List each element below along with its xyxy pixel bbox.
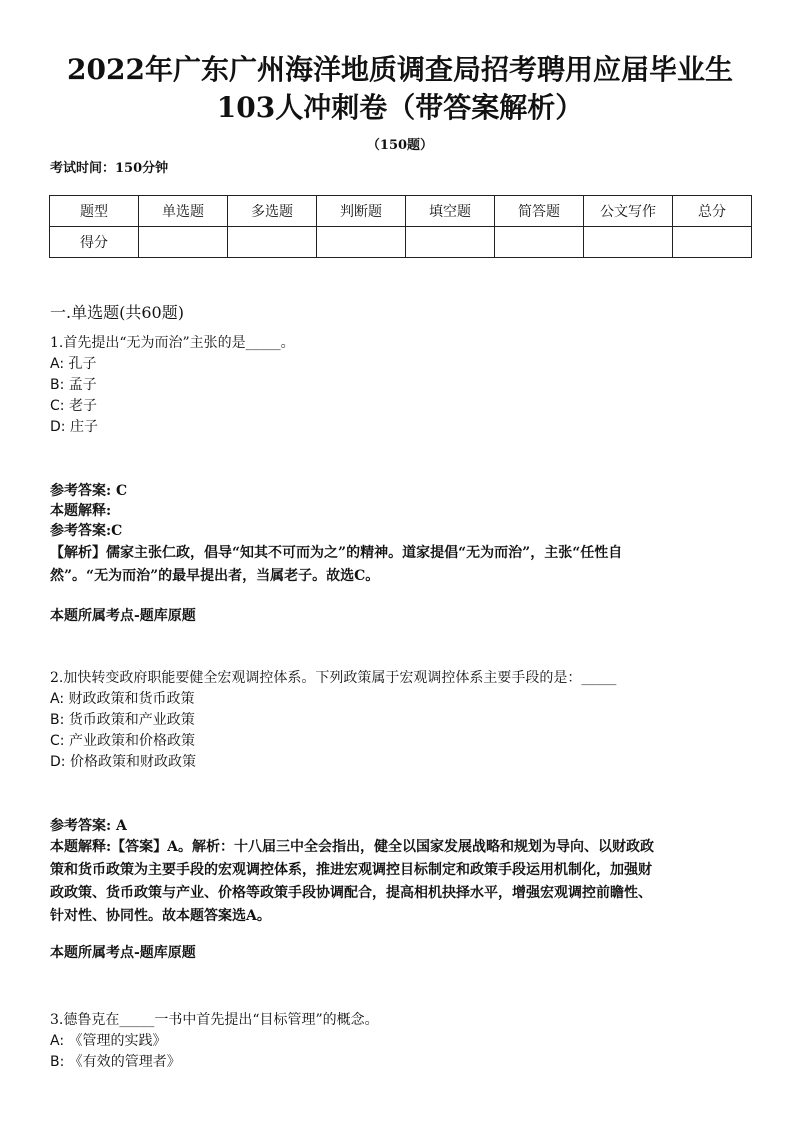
header-cell-single: 单选题 [139,196,228,227]
exam-title-line-1: 2022年广东广州海洋地质调查局招考聘用应届毕业生 [67,53,733,86]
score-cell [673,227,752,258]
exam-title-line-2: 103人冲刺卷（带答案解析） [216,91,584,124]
question-2-stem: 2.加快转变政府职能要健全宏观调控体系。下列政策属于宏观调控体系主要手段的是：_____ [50,670,617,686]
score-cell [139,227,228,258]
score-table-header-row [50,196,752,227]
header-cell-judge: 判断题 [317,196,406,227]
question-2-option-c: C: 产业政策和价格政策 [50,733,195,749]
question-1-stem: 1.首先提出“无为而治”主张的是_____。 [50,335,295,351]
question-3-option-b: B: 《有效的管理者》 [50,1054,181,1070]
question-1-analysis-line-1: 【解析】儒家主张仁政，倡导“知其不可而为之”的精神。道家提倡“无为而治”，主张“任性自 [50,545,623,561]
question-3-stem: 3.德鲁克在_____一书中首先提出“目标管理”的概念。 [50,1012,379,1028]
header-cell-type: 题型 [50,196,139,227]
section-title: 一.单选题(共60题) [50,303,184,322]
score-cell [317,227,406,258]
question-2-answer: 参考答案: A [50,818,127,834]
question-2-explain-line-2: 策和货币政策为主要手段的宏观调控体系，推进宏观调控目标制定和政策手段运用机制化，加强财 [50,862,652,878]
question-count: （150题） [366,138,434,153]
question-2-explain-line-4: 针对性、协同性。故本题答案选A。 [50,908,271,924]
question-2-source: 本题所属考点-题库原题 [50,945,196,961]
header-cell-total: 总分 [673,196,752,227]
question-2-option-d: D: 价格政策和财政政策 [50,754,196,770]
question-1-answer-repeat: 参考答案:C [50,523,123,539]
header-cell-multiple: 多选题 [228,196,317,227]
score-cell [228,227,317,258]
exam-time: 考试时间：150分钟 [50,161,169,176]
question-1-answer: 参考答案: C [50,483,128,499]
header-cell-fill: 填空题 [406,196,495,227]
score-table [49,195,752,258]
question-1-option-c: C: 老子 [50,398,97,414]
score-row-label: 得分 [50,227,139,258]
question-2-explain-line-1: 本题解释:【答案】A。解析：十八届三中全会指出，健全以国家发展战略和规划为导向、以财政政 [50,839,655,855]
question-1-option-d: D: 庄子 [50,419,98,435]
score-cell [584,227,673,258]
question-3-option-a: A: 《管理的实践》 [50,1033,167,1049]
question-2-option-b: B: 货币政策和产业政策 [50,712,195,728]
header-cell-short: 简答题 [495,196,584,227]
question-1-option-a: A: 孔子 [50,356,97,372]
question-1-analysis-line-2: 然”。“无为而治”的最早提出者，当属老子。故选C。 [50,568,380,584]
question-1-explain-label: 本题解释: [50,503,112,519]
header-cell-writing: 公文写作 [584,196,673,227]
question-1-source: 本题所属考点-题库原题 [50,608,196,624]
question-1-option-b: B: 孟子 [50,377,97,393]
question-2-explain-line-3: 政政策、货币政策与产业、价格等政策手段协调配合，提高相机抉择水平，增强宏观调控前瞻性、 [50,885,652,901]
score-cell [406,227,495,258]
score-cell [495,227,584,258]
question-2-option-a: A: 财政政策和货币政策 [50,691,195,707]
score-table-score-row [50,227,752,258]
